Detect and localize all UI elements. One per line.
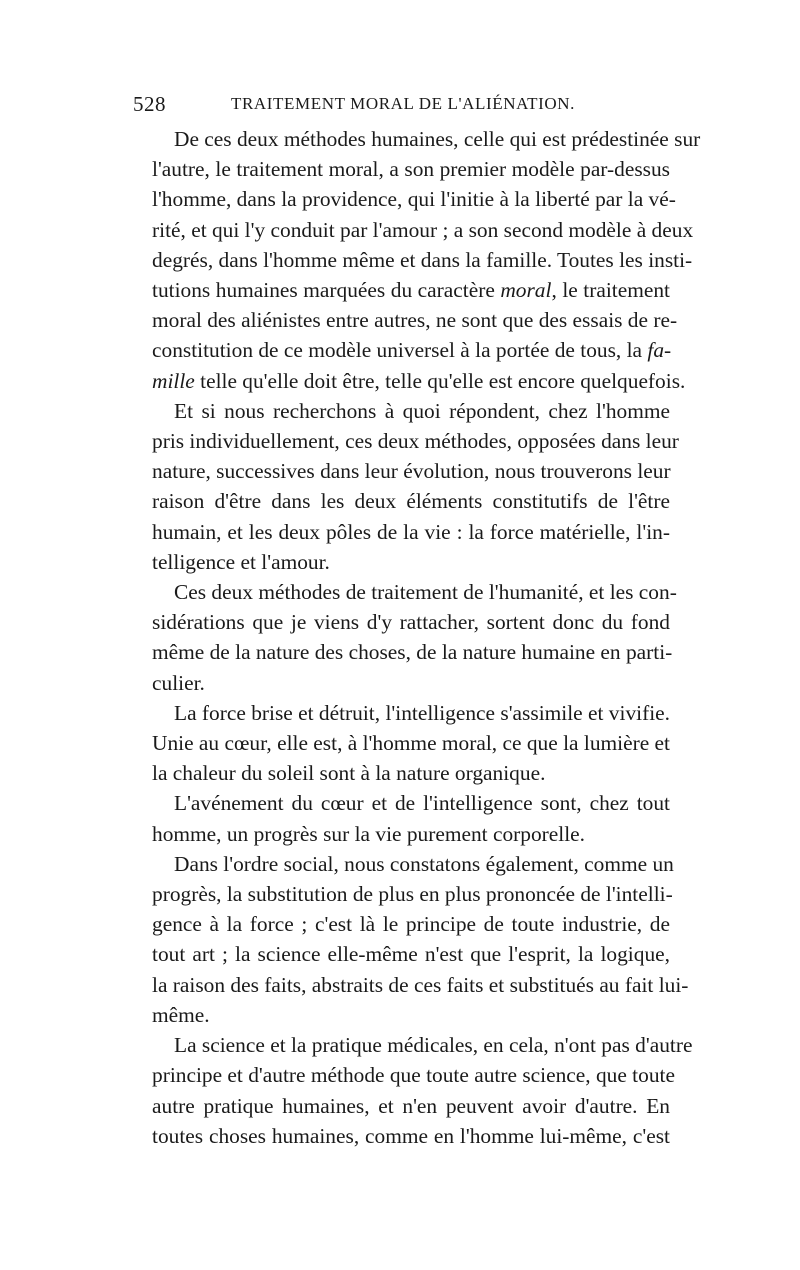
text-segment: constitution de ce modèle universel à la portée de tous, la xyxy=(152,338,648,363)
running-head xyxy=(133,92,667,116)
text-line: même de la nature des choses, de la nature humaine en parti- xyxy=(152,640,673,665)
text-line: raison d'être dans les deux éléments constitutifs de l'être xyxy=(152,489,670,514)
text-line: La science et la pratique médicales, en cela, n'ont pas d'autre xyxy=(174,1033,693,1058)
text-line: rité, et qui l'y conduit par l'amour ; a son second modèle à deux xyxy=(152,217,694,242)
text-line: la chaleur du soleil sont à la nature organique. xyxy=(152,761,546,786)
text-segment: telle qu'elle doit être, telle qu'elle est encore quelquefois. xyxy=(194,368,686,393)
paragraph-2 xyxy=(130,396,679,577)
text-line: gence à la force ; c'est là le principe de toute industrie, de xyxy=(152,912,670,937)
page-number: 528 xyxy=(133,92,166,116)
text-line: pris individuellement, ces deux méthodes, opposées dans leur xyxy=(152,429,679,454)
paragraph-4 xyxy=(130,698,670,789)
paragraph-1 xyxy=(130,124,701,396)
text-line: toutes choses humaines, comme en l'homme lui-même, c'est xyxy=(152,1123,670,1148)
text-line: homme, un progrès sur la vie purement corporelle. xyxy=(152,821,586,846)
body-text xyxy=(130,124,701,1151)
text-line: moral des aliénistes entre autres, ne sont que des essais de re- xyxy=(152,308,678,333)
text-line: telligence et l'amour. xyxy=(152,549,330,574)
text-line: Ces deux méthodes de traitement de l'humanité, et les con- xyxy=(174,580,677,605)
text-line: l'homme, dans la providence, qui l'initie à la liberté par la vé- xyxy=(152,187,676,212)
text-line: Dans l'ordre social, nous constatons également, comme un xyxy=(174,851,674,876)
paragraph-7 xyxy=(130,1030,693,1151)
text-line: autre pratique humaines, et n'en peuvent avoir d'autre. En xyxy=(152,1093,670,1118)
text-line: degrés, dans l'homme même et dans la famille. Toutes les insti- xyxy=(152,247,693,272)
text-segment: , le traitement xyxy=(551,278,670,303)
text-line-with-italic xyxy=(130,366,686,396)
text-line: tout art ; la science elle-même n'est que l'esprit, la logique, xyxy=(152,942,670,967)
text-line: humain, et les deux pôles de la vie : la force matérielle, l'in- xyxy=(152,519,670,544)
text-line: la raison des faits, abstraits de ces faits et substitués au fait lui- xyxy=(152,972,689,997)
italic-word: moral xyxy=(500,278,552,303)
text-line: culier. xyxy=(152,670,205,695)
text-line: progrès, la substitution de plus en plus prononcée de l'intelli- xyxy=(152,882,673,907)
text-line: Unie au cœur, elle est, à l'homme moral, ce que la lumière et xyxy=(152,731,670,756)
text-line: principe et d'autre méthode que toute autre science, que toute xyxy=(152,1063,675,1088)
text-line: La force brise et détruit, l'intelligence s'assimile et vivifie. xyxy=(174,700,670,725)
text-segment: tutions humaines marquées du caractère xyxy=(152,278,501,303)
text-line: Et si nous recherchons à quoi répondent, chez l'homme xyxy=(174,398,670,423)
text-line: nature, successives dans leur évolution, nous trouverons leur xyxy=(152,459,671,484)
running-title: TRAITEMENT MORAL DE L'ALIÉNATION. xyxy=(231,94,575,113)
paragraph-3 xyxy=(130,577,677,698)
italic-word: fa- xyxy=(647,338,672,363)
italic-word: mille xyxy=(152,368,195,393)
text-line: même. xyxy=(152,1002,210,1027)
text-line: sidérations que je viens d'y rattacher, sortent donc du fond xyxy=(152,610,670,635)
paragraph-6 xyxy=(130,849,689,1030)
text-line: De ces deux méthodes humaines, celle qui est prédestinée sur xyxy=(174,127,701,151)
text-line: L'avénement du cœur et de l'intelligence sont, chez tout xyxy=(174,791,670,816)
text-line-with-italic xyxy=(130,335,670,365)
text-line-with-italic xyxy=(130,275,670,305)
paragraph-5 xyxy=(130,788,670,848)
text-line: l'autre, le traitement moral, a son premier modèle par-dessus xyxy=(152,157,670,182)
